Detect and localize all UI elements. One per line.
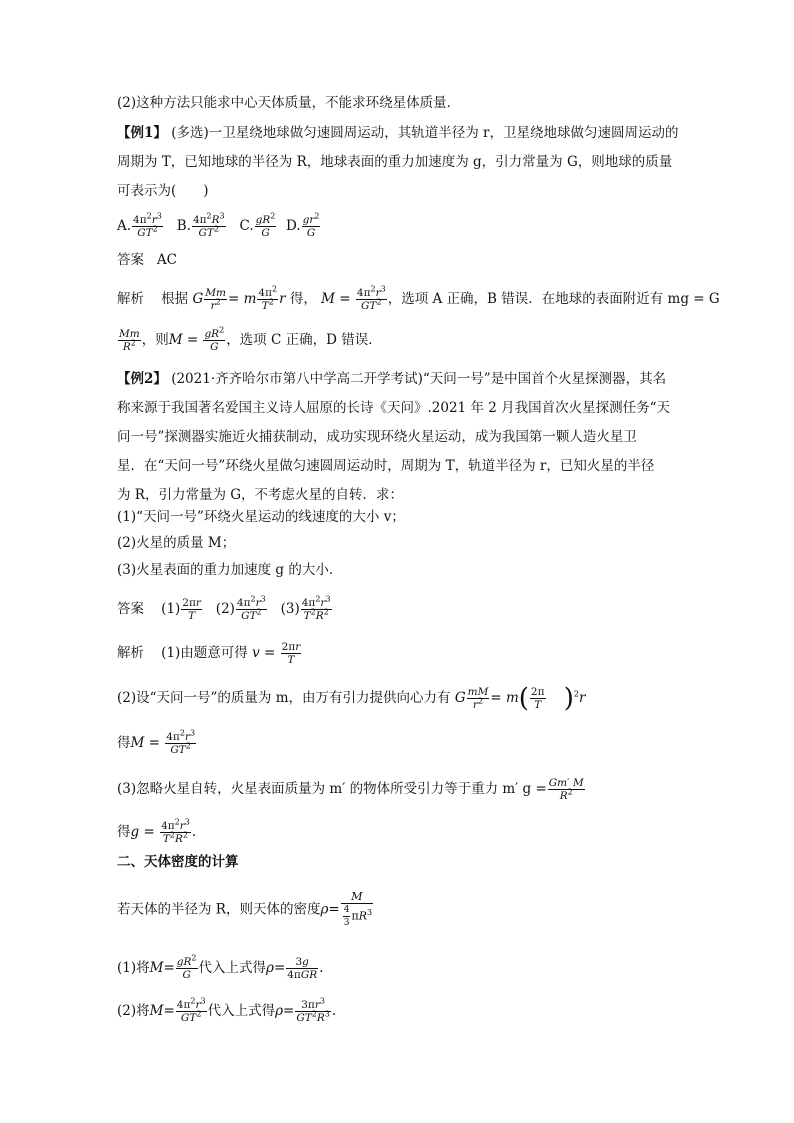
answer-label: 答案: [117, 601, 144, 617]
answer-3-formula: $\frac{4\pi^2r^3}{T^2R^2}$: [301, 594, 331, 622]
note-2: (2)这种方法只能求中心天体质量，不能求环绕星体质量．: [117, 95, 461, 111]
analysis-text: 得: [117, 824, 131, 840]
density-text: (2)将: [117, 1003, 150, 1019]
density-text: 代入上式得: [207, 1003, 276, 1019]
formula-density: M $\frac{4}{3}$ $\pi R^3$: [341, 891, 373, 929]
example-2-question-1: (1)“天问一号”环绕火星运动的线速度的大小 v；: [117, 509, 405, 525]
formula-mass-surface: $\frac{gR^2}{G}$: [204, 325, 225, 353]
formula-density-g: $\frac{3g}{\text{4πGR}}$: [287, 956, 318, 981]
option-c-formula: $\frac{gR^2}{G}$: [255, 211, 276, 239]
formula-angular: $\frac{2\pi}{T}$: [530, 686, 545, 711]
analysis-text: 得，: [289, 291, 317, 307]
density-intro-text: 若天体的半径为 R，则天体的密度: [117, 901, 321, 918]
example-2-stem-line-4: 星．在“天问一号”环绕火星做匀速圆周运动时，周期为 T，轨道半径为 r，已知火星的半径: [117, 458, 655, 474]
example-1-analysis-line-1: 解析 根据 G $\frac{Mm}{r^2}$ = m $\frac{4\pi^2}{T^2}$ r 得， M = $\frac{4\pi^2r^3}{GT^2}$ ，选项 A 正确，B 错误．在地球的表面附近有 mg = G: [117, 284, 720, 312]
example-2-stem-line-2: 称来源于我国著名爱国主义诗人屈原的长诗《天问》.2021 年 2 月我国首次火星探测任务“天: [117, 400, 671, 416]
analysis-label: 解析: [117, 645, 144, 661]
example-1-stem-text-1: (多选)一卫星绕地球做匀速圆周运动，其轨道半径为 r，卫星绕地球做匀速圆周运动的: [171, 125, 679, 141]
example-1-analysis-line-2: $\frac{Mm}{R^2}$ ，则M = $\frac{gR^2}{G}$ ，选项 C 正确，D 错误．: [119, 325, 382, 353]
analysis-text: ，选项 A 正确，B 错误．在地球的表面附近有 mg = G: [387, 291, 720, 307]
analysis-text: (3)忽略火星自转，火星表面质量为 m′ 的物体所受引力等于重力 m′ g =: [117, 781, 547, 797]
answer-1-label: (1): [161, 601, 181, 617]
formula-centripetal: $\frac{4\pi^2}{T^2}$: [258, 284, 278, 312]
formula-gravity-surface: $\frac{Mm}{R^2}$: [119, 328, 140, 353]
formula-mars-mass: $\frac{4\pi^2r^3}{GT^2}$: [166, 728, 196, 756]
answer-value: AC: [156, 252, 177, 268]
example-1-tag: 【例1】: [117, 125, 167, 141]
formula-gravity: $\frac{Mm}{r^2}$: [205, 287, 226, 312]
density-intro: 若天体的半径为 R，则天体的密度ρ= M $\frac{4}{3}$ $\pi R^3$: [117, 890, 373, 928]
analysis-text: 得: [117, 735, 131, 751]
answer-2-label: (2): [215, 601, 235, 617]
formula-mass-g: $\frac{gR^2}{G}$: [176, 953, 197, 981]
example-2-stem-line-1: [117, 369, 666, 389]
example-1-options: [117, 211, 321, 239]
option-c-label: C.: [239, 218, 254, 234]
answer-2-formula: $\frac{4\pi^2r^3}{GT^2}$: [236, 594, 266, 622]
example-2-analysis-2-result: 得M = $\frac{4\pi^2r^3}{GT^2}$: [117, 728, 196, 756]
example-2-question-2: (2)火星的质量 M；: [117, 535, 236, 551]
formula-velocity: $\frac{2\pi r}{T}$: [281, 641, 301, 666]
formula-surface-gravity: $\frac{Gm' M}{R^2}$: [548, 777, 584, 802]
example-2-stem-line-5: 为 R，引力常量为 G，不考虑火星的自转．求：: [117, 487, 404, 503]
example-1-stem-line-3: 可表示为( ): [117, 183, 209, 199]
example-2-analysis-3-result: 得g = $\frac{4\pi^2r^3}{T^2R^2}$ .: [117, 817, 197, 845]
option-d-formula: $\frac{gr^2}{G}$: [302, 211, 320, 239]
formula-g: $\frac{4\pi^2r^3}{T^2R^2}$: [161, 817, 190, 845]
option-a-label: A.: [117, 218, 132, 234]
example-2-question-3: (3)火星表面的重力加速度 g 的大小．: [117, 562, 343, 578]
section-2-title: 二、天体密度的计算: [117, 854, 239, 870]
answer-label: 答案: [117, 252, 144, 268]
analysis-label: 解析: [117, 291, 144, 307]
example-2-answer: [117, 594, 333, 622]
density-method-1: (1)将M= $\frac{gR^2}{G}$ 代入上式得ρ= $\frac{3g}{\text{4πGR}}$ .: [117, 953, 324, 981]
formula-density-t: $\frac{3\pi r^3}{GT^2R^3}$: [296, 996, 330, 1024]
option-d-label: D.: [285, 218, 301, 234]
option-a-formula: $\frac{4\pi^2r^3}{GT^2}$: [133, 211, 162, 239]
example-1-stem-line-1: [117, 123, 678, 143]
example-1-answer: [117, 250, 177, 270]
formula-mass-t: $\frac{4\pi^2r^3}{GT^2}$: [176, 996, 206, 1024]
example-1-stem-line-2: 周期为 T，已知地球的半径为 R，地球表面的重力加速度为 g，引力常量为 G，则地球的质量: [117, 154, 673, 170]
analysis-text: (2)设“天问一号”的质量为 m，由万有引力提供向心力有: [117, 690, 451, 706]
formula-mass: $\frac{4\pi^2r^3}{GT^2}$: [356, 284, 386, 312]
density-text: (1)将: [117, 960, 150, 976]
example-2-analysis-1: 解析 (1)由题意可得 v = $\frac{2\pi r}{T}$: [117, 641, 301, 666]
analysis-text: ，则: [141, 332, 169, 348]
example-2-stem-line-3: 问一号”探测器实施近火捕获制动，成功实现环绕火星运动，成为我国第一颗人造火星卫: [117, 429, 637, 445]
example-2-analysis-3: [117, 777, 586, 802]
analysis-text: ，选项 C 正确，D 错误．: [226, 332, 382, 348]
analysis-text: 根据: [161, 291, 189, 307]
option-b-formula: $\frac{4\pi^2R^3}{GT^2}$: [192, 211, 225, 239]
example-2-analysis-2: (2)设“天问一号”的质量为 m，由万有引力提供向心力有 G $\frac{mM}{r^2}$ = m( $\frac{2\pi}{T}$ )$^2$r: [117, 683, 586, 714]
example-2-tag: 【例2】: [117, 371, 167, 387]
answer-3-label: (3): [280, 601, 300, 617]
analysis-text: (1)由题意可得: [161, 645, 248, 661]
density-text: 代入上式得: [198, 960, 266, 976]
formula-gravity-mars: $\frac{mM}{r^2}$: [467, 686, 489, 711]
density-method-2: (2)将M= $\frac{4\pi^2r^3}{GT^2}$ 代入上式得ρ= $\frac{3\pi r^3}{GT^2R^3}$ .: [117, 996, 337, 1024]
option-b-label: B.: [176, 218, 191, 234]
answer-1-formula: $\frac{2\pi r}{T}$: [182, 597, 201, 622]
example-2-stem-text-1: (2021·齐齐哈尔市第八中学高二开学考试)“天问一号”是中国首个火星探测器，其名: [171, 371, 667, 387]
